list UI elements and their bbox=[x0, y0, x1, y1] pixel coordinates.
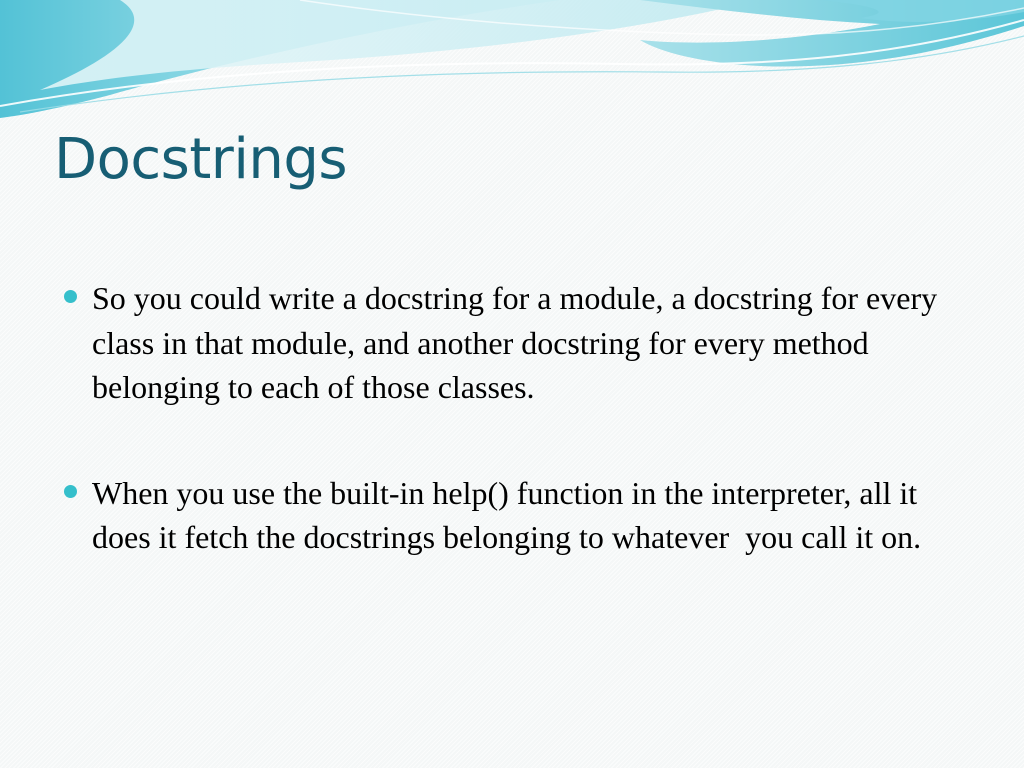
bullet-item bbox=[64, 471, 964, 560]
bullet-icon bbox=[64, 290, 77, 303]
bullet-text: When you use the built-in help() function in the interpreter, all it does it fetch the docstrings belonging to whatever you call it on. bbox=[92, 474, 926, 555]
wave-header-decoration bbox=[0, 0, 1024, 130]
bullet-text: So you could write a docstring for a module, a docstring for every class in that module, and another docstring for every method belonging to each of those classes. bbox=[92, 280, 946, 405]
slide-title: Docstrings bbox=[54, 127, 348, 192]
bullet-item bbox=[64, 276, 964, 410]
bullet-list bbox=[64, 276, 964, 560]
bullet-icon bbox=[64, 485, 77, 498]
